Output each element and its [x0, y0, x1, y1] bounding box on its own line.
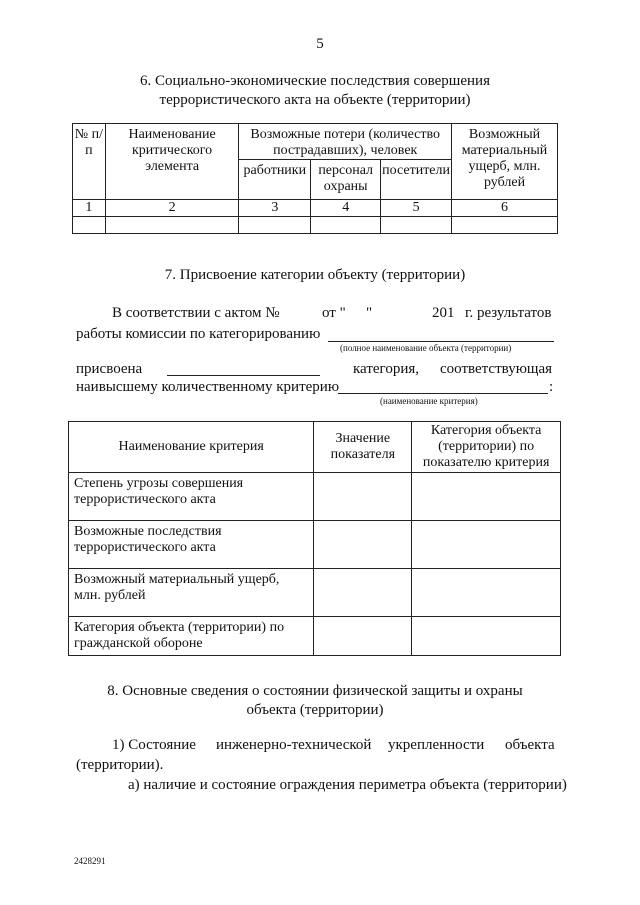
table-cell — [412, 473, 561, 521]
col-header-visitors: посетители — [381, 160, 452, 200]
table-cell — [239, 217, 311, 234]
table-cell — [314, 473, 412, 521]
table-cell — [452, 217, 558, 234]
act-text-start: В соответствии с актом № — [112, 305, 280, 321]
commission-text: работы комиссии по категорированию — [76, 326, 321, 342]
footer-code: 2428291 — [74, 856, 106, 866]
index-cell: 5 — [381, 200, 452, 217]
table-cell — [412, 617, 561, 656]
col-header-damage: Возможный материальный ущерб, млн. рублей — [452, 124, 558, 200]
index-cell: 2 — [105, 200, 239, 217]
criteria-header-value: Значение показателя — [314, 422, 412, 473]
table-cell — [314, 569, 412, 617]
section-6-title-line1: 6. Социально-экономические последствия совершения — [140, 73, 490, 89]
table-row — [69, 473, 561, 521]
col-header-guards: персонал охраны — [311, 160, 381, 200]
object-name-caption: (полное наименование объекта (территории) — [340, 343, 512, 353]
criterion-text: наивысшему количественному критерию — [76, 379, 340, 395]
table-cell — [314, 617, 412, 656]
act-text-end: г. результатов — [465, 305, 552, 321]
table-cell — [105, 217, 239, 234]
table-cell — [412, 569, 561, 617]
item1-word-2: инженерно-технической — [216, 737, 372, 753]
item1-word-3: укрепленности — [388, 737, 485, 753]
table-row — [69, 569, 561, 617]
section-7-title: 7. Присвоение категории объекту (территории) — [164, 267, 466, 283]
criterion-name: Степень угрозы совершения террористического акта — [69, 473, 314, 521]
corresponding-word: соответствующая — [440, 361, 553, 377]
table-row — [69, 521, 561, 569]
table-cell — [311, 217, 381, 234]
item1-continuation: (территории). — [76, 757, 164, 773]
col-header-losses: Возможные потери (количество пострадавших), человек — [239, 124, 452, 160]
table-cell — [314, 521, 412, 569]
col-header-workers: работники — [239, 160, 311, 200]
table-cell — [73, 217, 106, 234]
category-word: категория, — [353, 361, 419, 377]
page-number: 5 — [316, 36, 324, 52]
criteria-header-name: Наименование критерия — [69, 422, 314, 473]
criterion-caption: (наименование критерия) — [380, 396, 478, 406]
section-8-title-line1: 8. Основные сведения о состоянии физической защиты и охраны — [107, 683, 523, 699]
index-cell: 4 — [311, 200, 381, 217]
item1-subitem-a: а) наличие и состояние ограждения периметра объекта (территории) — [128, 777, 567, 793]
assigned-text: присвоена — [76, 361, 143, 377]
table-index-row — [73, 200, 558, 217]
table-row — [73, 217, 558, 234]
section-6-title — [70, 72, 560, 110]
object-name-field — [328, 341, 554, 342]
section-8-title-line2: объекта (территории) — [246, 702, 384, 718]
col-header-element-name: Наименование критического элемента — [105, 124, 239, 200]
col-header-number: № п/п — [73, 124, 106, 200]
criteria-header-category: Категория объекта (территории) по показателю критерия — [412, 422, 561, 473]
criterion-name: Возможный материальный ущерб, млн. рублей — [69, 569, 314, 617]
losses-table — [72, 123, 558, 234]
criterion-colon: : — [549, 379, 554, 395]
act-text-year: 201 — [432, 305, 455, 321]
section-8-title — [70, 682, 560, 720]
criterion-name: Возможные последствия террористического акта — [69, 521, 314, 569]
item1-word-1: 1) Состояние — [112, 737, 196, 753]
table-cell — [381, 217, 452, 234]
criterion-field — [338, 393, 548, 394]
index-cell: 3 — [239, 200, 311, 217]
item1-word-4: объекта — [505, 737, 555, 753]
act-text-quote: " — [366, 305, 373, 321]
category-field — [167, 375, 320, 376]
act-text-from: от " — [322, 305, 346, 321]
table-cell — [412, 521, 561, 569]
table-row — [69, 617, 561, 656]
section-6-title-line2: террористического акта на объекте (территории) — [159, 92, 471, 108]
index-cell: 1 — [73, 200, 106, 217]
criterion-name: Категория объекта (территории) по гражданской обороне — [69, 617, 314, 656]
criteria-table — [68, 421, 561, 656]
index-cell: 6 — [452, 200, 558, 217]
